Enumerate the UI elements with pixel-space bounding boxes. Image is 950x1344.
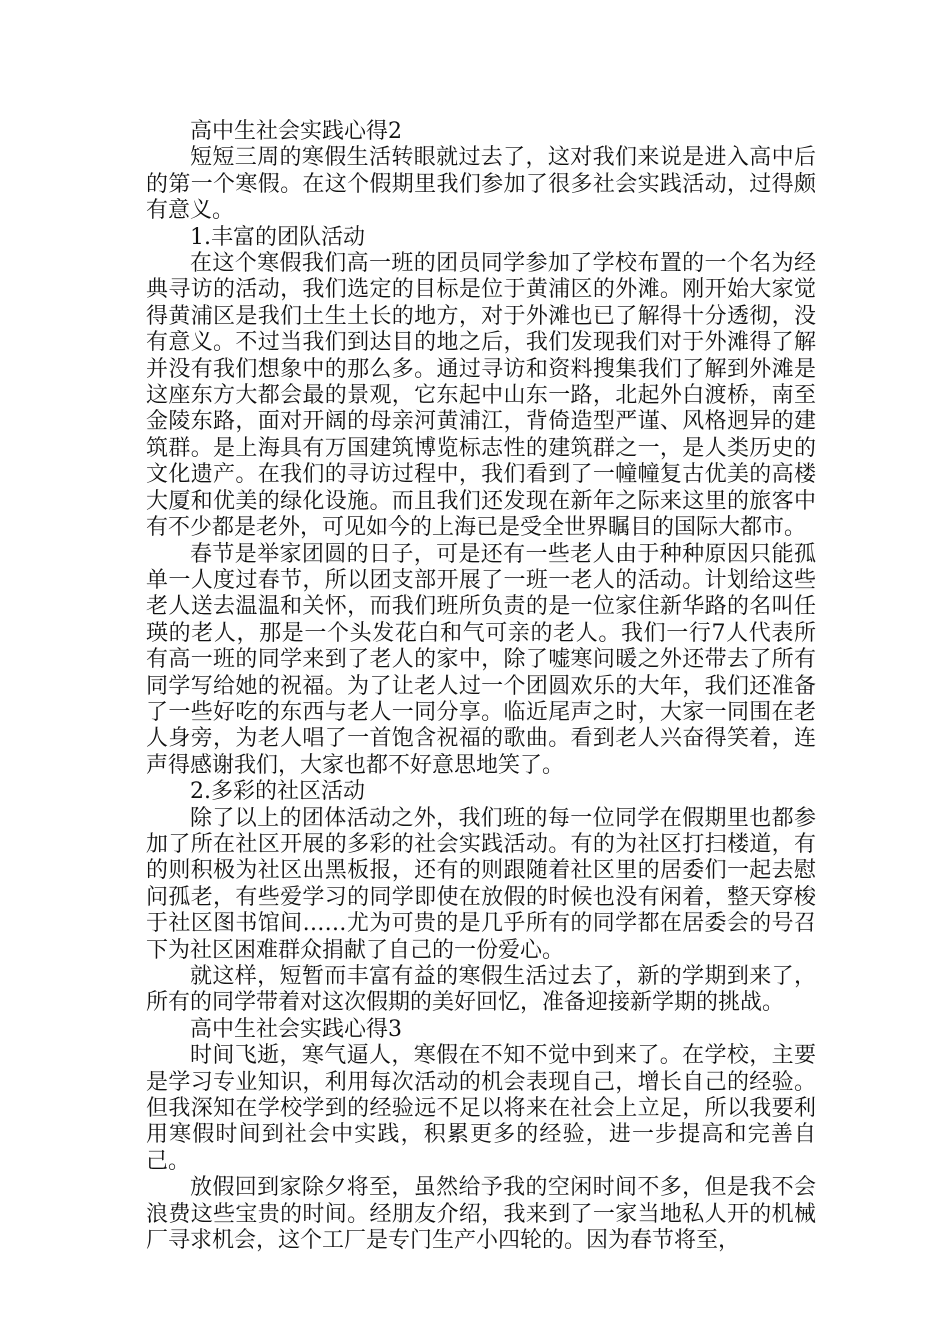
body-paragraph: 放假回到家除夕将至，虽然给予我的空闲时间不多，但是我不会浪费这些宝贵的时间。经朋友介绍，我来到了一家当地私人开的机械厂寻求机会，这个工厂是专门生产小四轮的。因为春节将至， xyxy=(146,1175,816,1254)
section-heading: 高中生社会实践心得3 xyxy=(190,1016,402,1042)
body-paragraph: 除了以上的团体活动之外，我们班的每一位同学在假期里也都参加了所在社区开展的多彩的社会实践活动。有的为社区打扫楼道，有的则积极为社区出黑板报，还有的则跟随着社区里的居委们一起去慰问孤老，有些爱学习的同学即使在放假的时候也没有闲着，整天穿梭于社区图书馆间……尤为可贵的是几乎所有的同学都在居委会的号召下为社区困难群众捐献了自己的一份爱心。 xyxy=(146,805,816,963)
body-paragraph: 就这样，短暂而丰富有益的寒假生活过去了，新的学期到来了，所有的同学带着对这次假期的美好回忆，准备迎接新学期的挑战。 xyxy=(146,964,816,1016)
section-heading: 高中生社会实践心得2 xyxy=(190,119,402,144)
subsection-heading: 2.多彩的社区活动 xyxy=(190,779,365,805)
body-paragraph: 时间飞逝，寒气逼人，寒假在不知不觉中到来了。在学校，主要是学习专业知识，利用每次活动的机会表现自己，增长自己的经验。但我深知在学校学到的经验远不足以将来在社会上立足，所以我要利用寒假时间到社会中实践，积累更多的经验，进一步提高和完善自己。 xyxy=(146,1043,816,1174)
body-paragraph: 短短三周的寒假生活转眼就过去了，这对我们来说是进入高中后的第一个寒假。在这个假期里我们参加了很多社会实践活动，过得颇有意义。 xyxy=(146,145,816,224)
document-body xyxy=(146,119,816,1254)
body-paragraph: 在这个寒假我们高一班的团员同学参加了学校布置的一个名为经典寻访的活动，我们选定的目标是位于黄浦区的外滩。刚开始大家觉得黄浦区是我们土生土长的地方，对于外滩也已了解得十分透彻，没有意义。不过当我们到达目的地之后，我们发现我们对于外滩得了解并没有我们想象中的那么多。通过寻访和资料搜集我们了解到外滩是这座东方大都会最的景观，它东起中山东一路，北起外白渡桥，南至金陵东路，面对开阔的母亲河黄浦江，背倚造型严谨、风格迥异的建筑群。是上海具有万国建筑博览标志性的建筑群之一，是人类历史的文化遗产。在我们的寻访过程中，我们看到了一幢幢复古优美的高楼大厦和优美的绿化设施。而且我们还发现在新年之际来这里的旅客中有不少都是老外，可见如今的上海已是受全世界瞩目的国际大都市。 xyxy=(146,251,816,541)
subsection-heading: 1.丰富的团队活动 xyxy=(190,224,365,250)
body-paragraph: 春节是举家团圆的日子，可是还有一些老人由于种种原因只能孤单一人度过春节，所以团支部开展了一班一老人的活动。计划给这些老人送去温温和关怀，而我们班所负责的是一位家住新华路的名叫任瑛的老人，那是一个头发花白和气可亲的老人。我们一行7人代表所有高一班的同学来到了老人的家中，除了嘘寒问暖之外还带去了所有同学写给她的祝福。为了让老人过一个团圆欢乐的大年，我们还准备了一些好吃的东西与老人一同分享。临近尾声之时，大家一同围在老人身旁，为老人唱了一首饱含祝福的歌曲。看到老人兴奋得笑着，连声得感谢我们，大家也都不好意思地笑了。 xyxy=(146,541,816,778)
